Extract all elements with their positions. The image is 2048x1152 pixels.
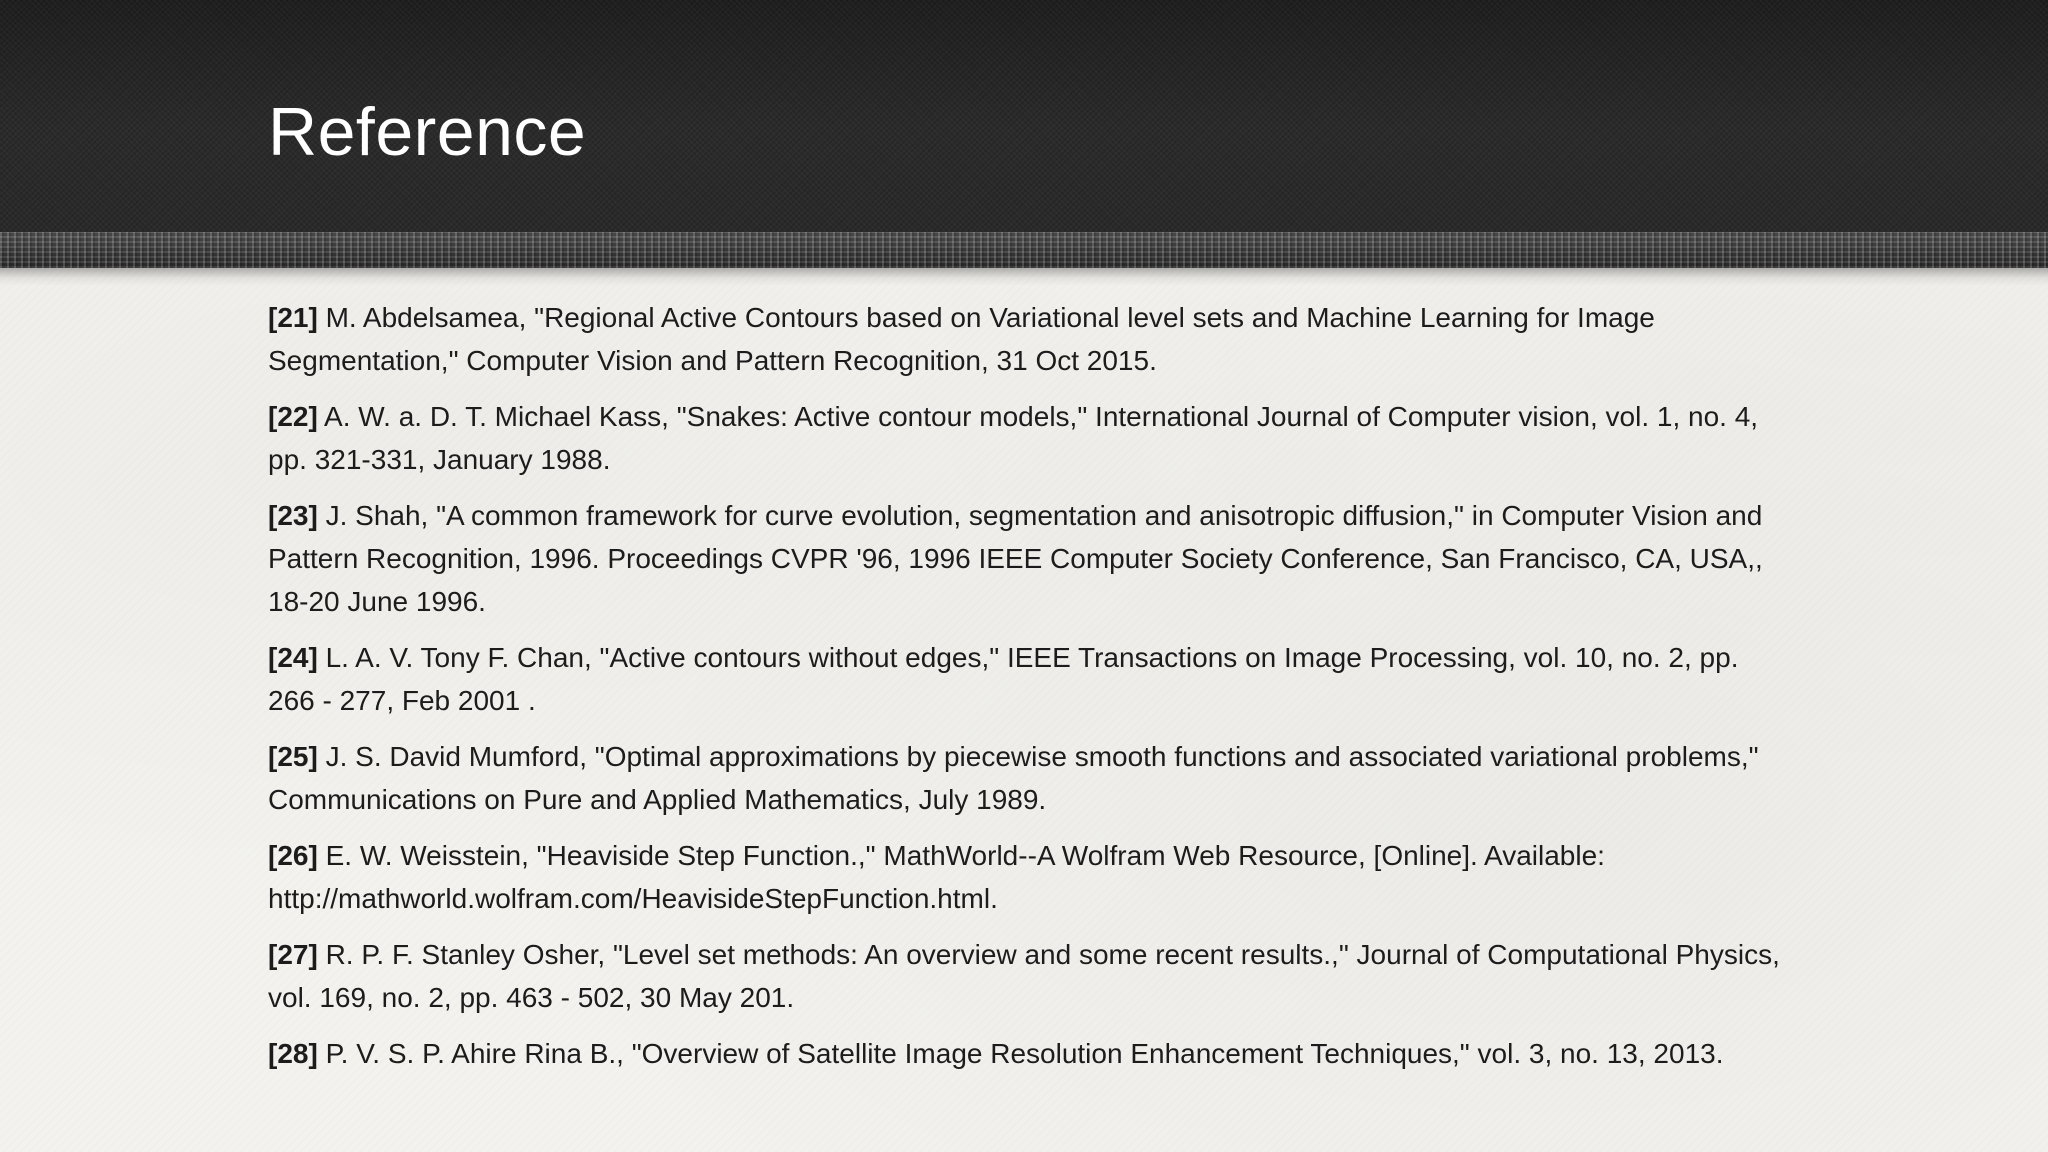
reference-item-22 — [268, 395, 1788, 481]
reference-item-23 — [268, 494, 1788, 623]
reference-item-25 — [268, 735, 1788, 821]
reference-text: M. Abdelsamea, "Regional Active Contours based on Variational level sets and Machine Learning for Image Segmentation," Computer Vision and Pattern Recognition, 31 Oct 2015. — [268, 302, 1655, 376]
reference-text: A. W. a. D. T. Michael Kass, "Snakes: Active contour models," International Journal of Computer vision, vol. 1, no. 4, pp. 321-331, January 1988. — [268, 401, 1759, 475]
reference-list — [268, 296, 1788, 1088]
reference-text: J. Shah, "A common framework for curve evolution, segmentation and anisotropic diffusion," in Computer Vision and Pattern Recognition, 1996. Proceedings CVPR '96, 1996 IEEE Computer Society Conference, San Francisco, CA, USA,, 18-20 June 1996. — [268, 500, 1763, 617]
reference-text: R. P. F. Stanley Osher, "Level set methods: An overview and some recent results.," Journal of Computational Physics, vol. 169, no. 2, pp. 463 - 502, 30 May 201. — [268, 939, 1780, 1013]
banner-shadow — [0, 268, 2048, 286]
reference-text: L. A. V. Tony F. Chan, "Active contours without edges," IEEE Transactions on Image Processing, vol. 10, no. 2, pp. 266 - 277, Feb 2001 . — [268, 642, 1739, 716]
reference-number: [26] — [268, 840, 318, 871]
reference-item-28 — [268, 1032, 1788, 1075]
reference-text: P. V. S. P. Ahire Rina B., "Overview of Satellite Image Resolution Enhancement Techniques," vol. 3, no. 13, 2013. — [325, 1038, 1724, 1069]
reference-item-27 — [268, 933, 1788, 1019]
reference-item-24 — [268, 636, 1788, 722]
reference-number: [21] — [268, 302, 318, 333]
reference-number: [22] — [268, 401, 318, 432]
reference-text: E. W. Weisstein, "Heaviside Step Function.," MathWorld--A Wolfram Web Resource, [Online]. Available: http://mathworld.wolfram.com/HeavisideStepFunction.html. — [268, 840, 1605, 914]
slide-title: Reference — [268, 94, 587, 170]
reference-text: J. S. David Mumford, "Optimal approximations by piecewise smooth functions and associated variational problems," Communications on Pure and Applied Mathematics, July 1989. — [268, 741, 1759, 815]
banner-stitch-band — [0, 232, 2048, 268]
reference-number: [28] — [268, 1038, 318, 1069]
reference-item-26 — [268, 834, 1788, 920]
reference-number: [25] — [268, 741, 318, 772]
reference-number: [24] — [268, 642, 318, 673]
reference-item-21 — [268, 296, 1788, 382]
reference-number: [23] — [268, 500, 318, 531]
reference-number: [27] — [268, 939, 318, 970]
